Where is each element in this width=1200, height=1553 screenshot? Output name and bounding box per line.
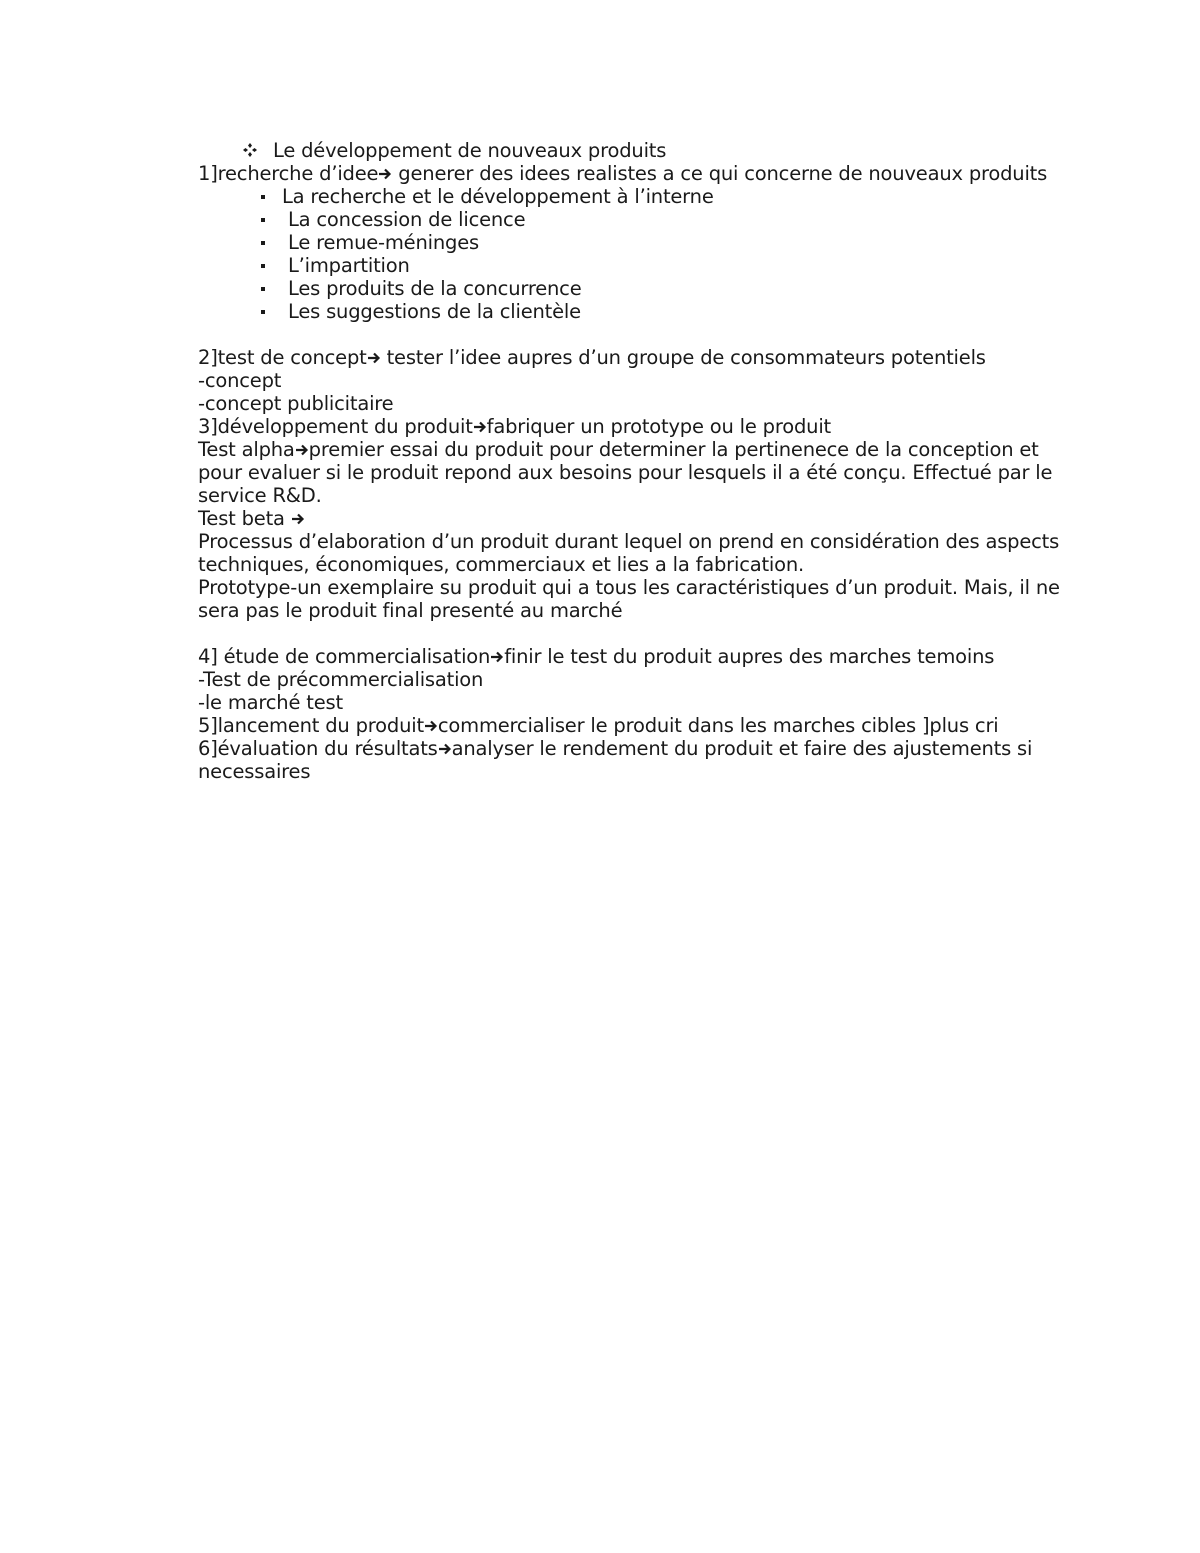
section-heading <box>198 139 1068 162</box>
test-alpha-label: Test alpha <box>198 438 295 461</box>
step2-paragraph <box>198 346 1068 369</box>
step5-paragraph <box>198 714 1068 737</box>
prototype-paragraph: Prototype-un exemplaire su produit qui a tous les caractéristiques d’un produit. Mais, il ne sera pas le produit final presenté au marché <box>198 576 1060 622</box>
test-alpha-text: premier essai du produit pour determiner la pertinenece de la conception et pour evaluer si le produit repond aux besoins pour lesquels il a été conçu. Effectué par le service R&D. <box>198 438 1053 507</box>
list-item: L’impartition <box>198 254 1068 277</box>
step4-paragraph <box>198 645 1068 668</box>
step3-paragraph <box>198 415 1068 438</box>
spacer <box>198 622 1068 645</box>
step4-text: finir le test du produit aupres des marches temoins <box>504 645 995 668</box>
step1-paragraph <box>198 162 1068 185</box>
step6-paragraph <box>198 737 1068 783</box>
idea-sources-list <box>198 185 1068 323</box>
list-item: La concession de licence <box>198 208 1068 231</box>
processus-paragraph: Processus d’elaboration d’un produit durant lequel on prend en considération des aspects techniques, économiques, commerciaux et lies a la fabrication. <box>198 530 1060 576</box>
step1-text: generer des idees realistes a ce qui concerne de nouveaux produits <box>392 162 1048 185</box>
step2-item: -concept <box>198 369 282 392</box>
square-bullet-icon <box>261 218 265 222</box>
step2-text: tester l’idee aupres d’un groupe de consommateurs potentiels <box>380 346 986 369</box>
test-beta-label: Test beta <box>198 507 291 530</box>
step3-text: fabriquer un prototype ou le produit <box>486 415 831 438</box>
square-bullet-icon <box>261 195 265 199</box>
right-arrow-icon <box>291 512 305 526</box>
square-bullet-icon <box>261 241 265 245</box>
list-item: Le remue-méninges <box>198 231 1068 254</box>
list-item: Les produits de la concurrence <box>198 277 1068 300</box>
list-item: Les suggestions de la clientèle <box>198 300 1068 323</box>
square-bullet-icon <box>261 287 265 291</box>
square-bullet-icon <box>261 264 265 268</box>
spacer <box>198 323 1068 346</box>
step6-text: analyser le rendement du produit et faire des ajustements si necessaires <box>198 737 1033 783</box>
heading-text: Le développement de nouveaux produits <box>273 139 667 162</box>
list-item: La recherche et le développement à l’interne <box>198 185 1068 208</box>
square-bullet-icon <box>261 310 265 314</box>
right-arrow-icon <box>295 443 309 457</box>
step4-label: 4] étude de commercialisation <box>198 645 491 668</box>
four-diamond-icon <box>242 142 258 158</box>
test-beta-paragraph <box>198 507 1068 530</box>
step2-item: -concept publicitaire <box>198 392 394 415</box>
right-arrow-icon <box>438 742 452 756</box>
step6-label: 6]évaluation du résultats <box>198 737 438 760</box>
right-arrow-icon <box>367 351 381 365</box>
right-arrow-icon <box>378 167 392 181</box>
right-arrow-icon <box>490 650 504 664</box>
right-arrow-icon <box>473 420 487 434</box>
step4-item: -le marché test <box>198 691 343 714</box>
step4-item: -Test de précommercialisation <box>198 668 484 691</box>
step1-label: 1]recherche d’idee <box>198 162 379 185</box>
step2-label: 2]test de concept <box>198 346 367 369</box>
test-alpha-paragraph <box>198 438 1068 507</box>
step3-label: 3]développement du produit <box>198 415 473 438</box>
right-arrow-icon <box>424 719 438 733</box>
document-page <box>198 139 1068 783</box>
step5-text: commercialiser le produit dans les marches cibles ]plus cri <box>437 714 999 737</box>
step5-label: 5]lancement du produit <box>198 714 424 737</box>
